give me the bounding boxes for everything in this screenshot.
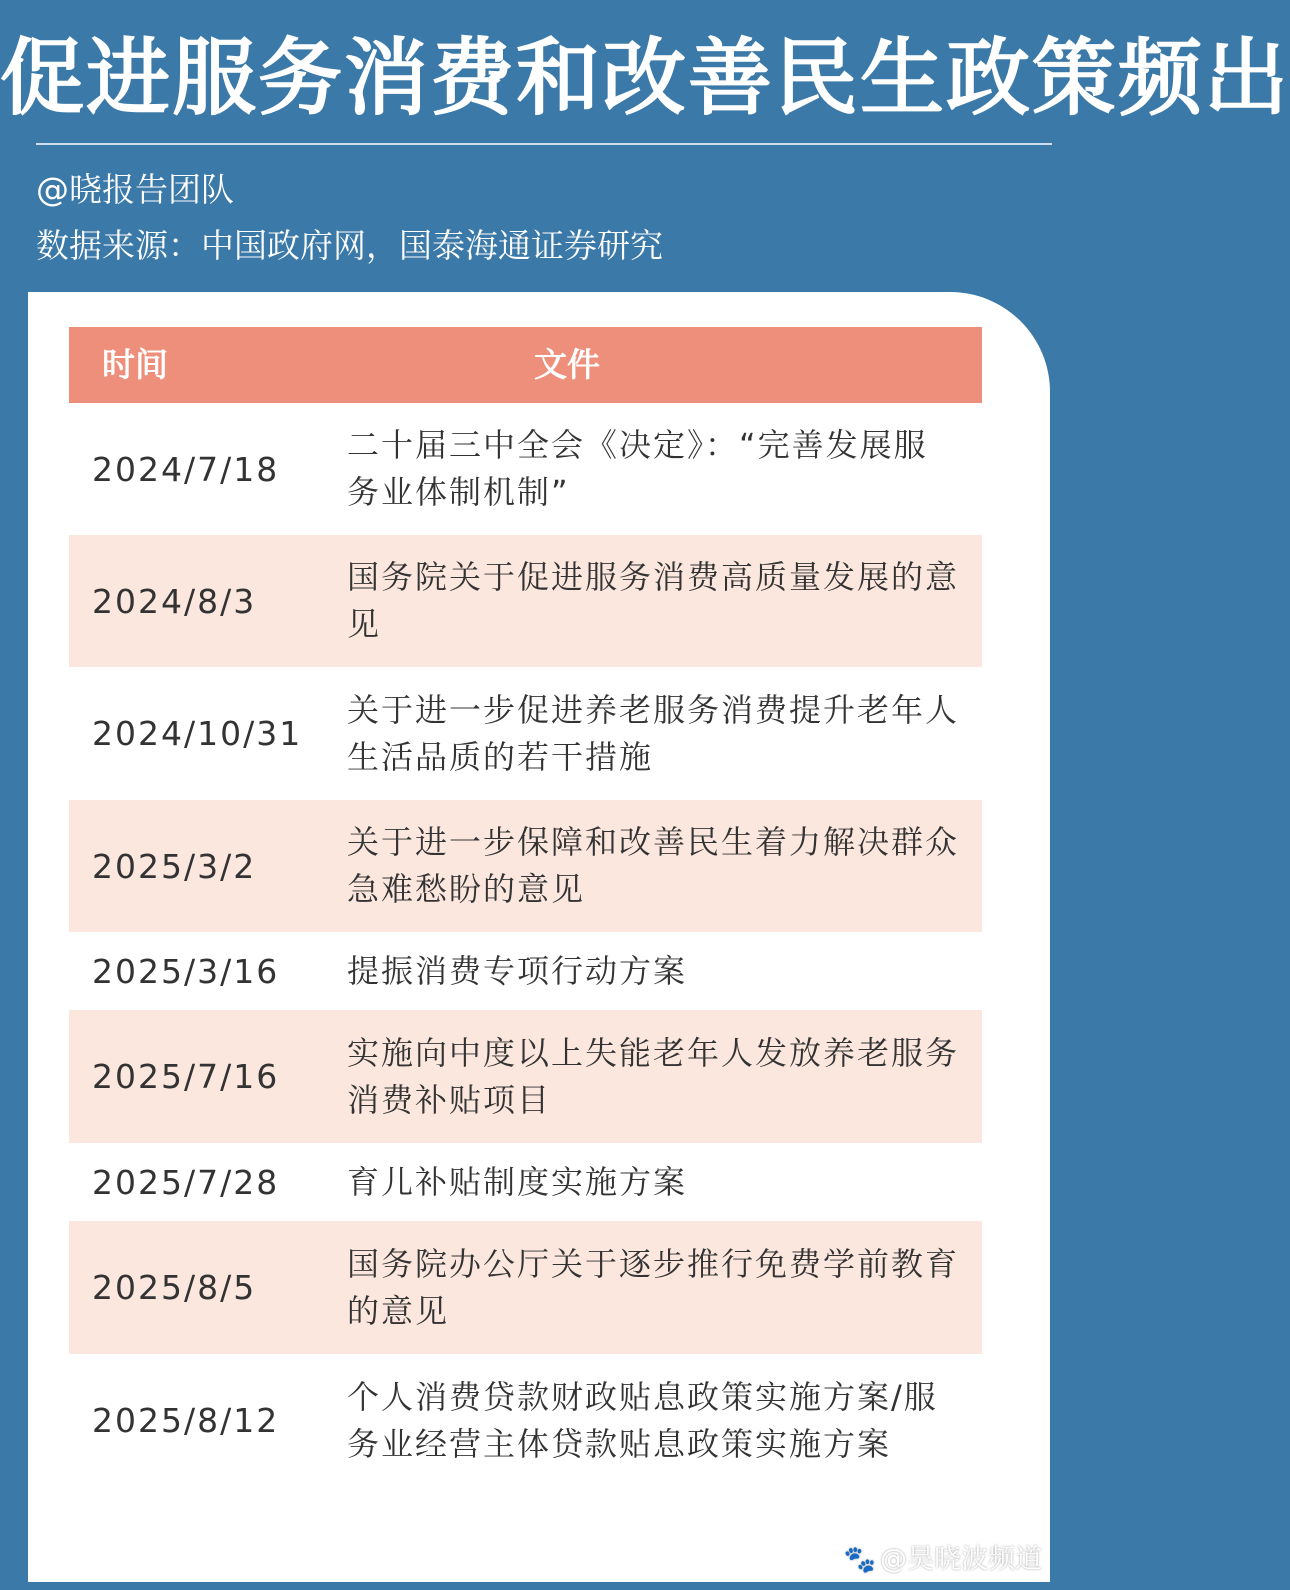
- table-row: [69, 667, 982, 800]
- policy-table: [69, 327, 982, 1487]
- document-title: 提振消费专项行动方案: [347, 951, 688, 990]
- document-title: 关于进一步保障和改善民生着力解决群众急难愁盼的意见: [347, 823, 960, 908]
- date-cell: 2024/7/18: [92, 449, 280, 489]
- table-row: [69, 1354, 982, 1487]
- watermark: [844, 1537, 1042, 1576]
- table-header: [69, 327, 982, 403]
- document-cell: [347, 1354, 959, 1487]
- date-cell: 2025/7/28: [92, 1162, 280, 1202]
- document-title: 个人消费贷款财政贴息政策实施方案/服务业经营主体贷款贴息政策实施方案: [347, 1377, 938, 1463]
- page-title: 促进服务消费和改善民生政策频出: [0, 29, 1290, 127]
- title-area: [0, 0, 1290, 127]
- table-row: [69, 1221, 982, 1354]
- document-cell: [347, 1143, 959, 1221]
- date-cell: 2024/10/31: [92, 714, 303, 753]
- table-row: [69, 932, 982, 1010]
- document-cell: [347, 535, 959, 667]
- document-cell: [347, 1010, 959, 1143]
- document-cell: [347, 932, 959, 1010]
- document-title: 关于进一步促进养老服务消费提升老年人生活品质的若干措施: [347, 690, 960, 776]
- document-cell: [347, 800, 959, 932]
- column-header-document: 文件: [534, 345, 600, 384]
- date-cell: 2025/3/2: [92, 846, 257, 886]
- watermark-text: @昊晓波频道: [880, 1544, 1042, 1575]
- table-row: [69, 1143, 982, 1221]
- document-cell: [347, 1221, 959, 1354]
- date-cell: 2025/8/5: [92, 1268, 257, 1307]
- date-cell: 2024/8/3: [92, 581, 257, 621]
- paw-icon: 🐾: [843, 1545, 876, 1575]
- document-title: 育儿补贴制度实施方案: [347, 1162, 688, 1201]
- table-row: [69, 403, 982, 535]
- document-title: 实施向中度以上失能老年人发放养老服务消费补贴项目: [347, 1033, 960, 1119]
- table-row: [69, 1010, 982, 1143]
- table-row: [69, 800, 982, 932]
- date-cell: 2025/3/16: [92, 951, 280, 991]
- date-cell: 2025/7/16: [92, 1057, 280, 1096]
- document-title: 二十届三中全会《决定》：“完善发展服务业体制机制”: [347, 426, 928, 511]
- table-card: [28, 292, 1050, 1582]
- document-cell: [347, 667, 959, 800]
- author-line: @晓报告团队: [36, 170, 234, 209]
- title-divider: [36, 143, 1052, 145]
- source-line: 数据来源：中国政府网，国泰海通证券研究: [36, 226, 663, 265]
- document-title: 国务院办公厅关于逐步推行免费学前教育的意见: [347, 1244, 960, 1330]
- document-title: 国务院关于促进服务消费高质量发展的意见: [347, 558, 960, 643]
- date-cell: 2025/8/12: [92, 1401, 280, 1440]
- table-row: [69, 535, 982, 667]
- column-header-date: 时间: [102, 345, 168, 384]
- document-cell: [347, 403, 959, 535]
